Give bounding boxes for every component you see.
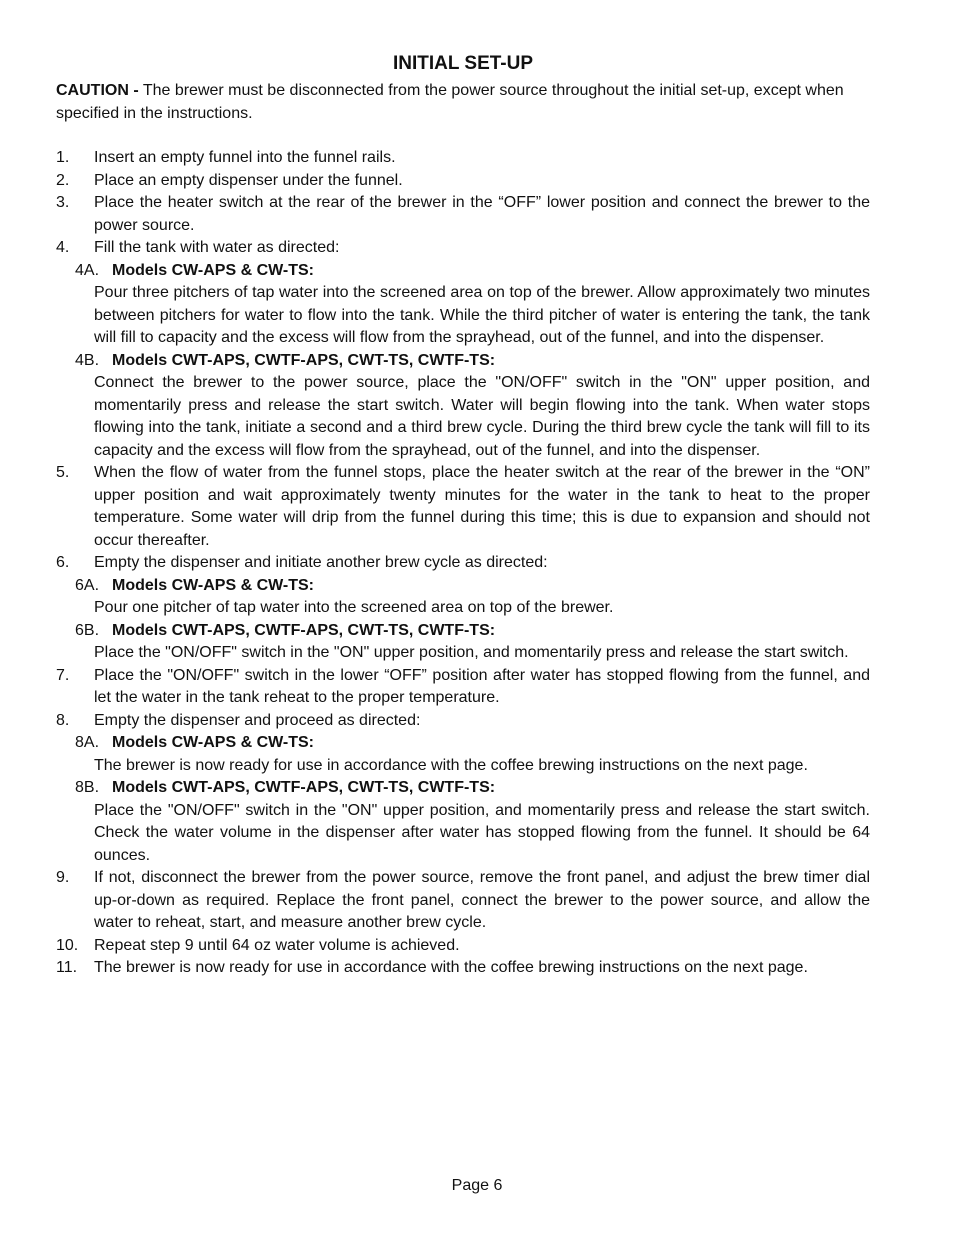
substep-number: 4B.: [75, 351, 100, 369]
step-1: [56, 147, 870, 170]
step-5: [56, 462, 870, 552]
step-number: 1.: [56, 149, 70, 166]
substep-8a-heading: [56, 732, 870, 755]
substep-label: Models CWT-APS, CWTF-APS, CWT-TS, CWTF-TS:: [112, 621, 496, 639]
step-text: If not, disconnect the brewer from the power source, remove the front panel, and adjust the brew timer dial up-or-down as required. Replace the front panel, connect the brewer to the power source, and allow the water to reheat, start, and measure another brew cycle.: [94, 869, 870, 931]
substep-6a-text: Pour one pitcher of tap water into the screened area on top of the brewer.: [94, 599, 614, 616]
step-number: 10.: [56, 936, 79, 954]
caution-text: The brewer must be disconnected from the power source throughout the initial set-up, except when specified in the instructions.: [56, 82, 844, 122]
step-text: Insert an empty funnel into the funnel rails.: [94, 149, 396, 166]
step-4: [56, 237, 870, 260]
step-number: 6.: [56, 554, 70, 571]
substep-number: 8B.: [75, 779, 100, 796]
step-number: 9.: [56, 869, 70, 886]
substep-number: 8A.: [75, 734, 100, 751]
substep-4a-heading: [56, 260, 870, 283]
step-number: 8.: [56, 711, 70, 729]
step-8: [56, 710, 870, 733]
substep-number: 4A.: [75, 261, 100, 279]
step-10: [56, 935, 870, 958]
caution-paragraph: [56, 80, 870, 125]
substep-label: Models CW-APS & CW-TS:: [112, 576, 315, 594]
substep-label: Models CWT-APS, CWTF-APS, CWT-TS, CWTF-TS:: [112, 351, 496, 369]
substep-8b-text: Place the "ON/OFF" switch in the "ON" upper position, and momentarily press and release the start switch. Check the water volume in the dispenser after water has stopped flowing from the funnel. It should be 64 ounces.: [94, 801, 870, 864]
step-number: 3.: [56, 194, 70, 211]
step-6: [56, 552, 870, 575]
substep-label: Models CWT-APS, CWTF-APS, CWT-TS, CWTF-TS:: [112, 779, 496, 796]
substep-label: Models CW-APS & CW-TS:: [112, 261, 315, 279]
step-text: When the flow of water from the funnel stops, place the heater switch at the rear of the brewer in the “ON” upper position and wait approximately twenty minutes for the water in the tank to heat to the proper temperature. Some water will drip from the funnel during this time; this is due to expansion and should not occur thereafter.: [94, 464, 870, 549]
substep-6a-heading: [56, 575, 870, 598]
step-text: Fill the tank with water as directed:: [94, 239, 340, 256]
step-3: [56, 192, 870, 237]
substep-number: 6A.: [75, 576, 100, 594]
caution-label: CAUTION -: [56, 82, 139, 99]
step-7: [56, 665, 870, 710]
page-number: Page 6: [451, 1177, 503, 1194]
step-2: [56, 170, 870, 193]
substep-number: 6B.: [75, 621, 100, 639]
step-11: [56, 957, 870, 980]
step-number: 5.: [56, 464, 70, 481]
step-text: Place an empty dispenser under the funnel.: [94, 171, 403, 189]
substep-4b-text: Connect the brewer to the power source, place the "ON/OFF" switch in the "ON" upper position, and momentarily press and release the start switch. Water will begin flowing into the tank. When water stops flowing into the tank, initiate a second and a third brew cycle. During the third brew cycle the tank will fill to its capacity and the excess will flow from the sprayhead, out of the funnel, and into the dispenser.: [94, 374, 870, 459]
substep-4a-text: Pour three pitchers of tap water into the screened area on top of the brewer. Allow approximately two minutes between pitchers for water to flow into the tank. While the third pitcher of water is entering the tank, the tank will fill to capacity and the excess will flow from the sprayhead, out of the funnel, and into the dispenser.: [94, 284, 870, 346]
instruction-list: [56, 147, 870, 980]
step-text: Repeat step 9 until 64 oz water volume is achieved.: [94, 936, 460, 954]
step-number: 2.: [56, 171, 70, 189]
step-number: 4.: [56, 239, 70, 256]
substep-4b-heading: [56, 350, 870, 373]
step-text: Empty the dispenser and proceed as directed:: [94, 711, 421, 729]
step-number: 11.: [56, 959, 78, 976]
substep-8b-heading: [56, 777, 870, 800]
document-page: [56, 52, 870, 980]
step-text: Place the heater switch at the rear of the brewer in the “OFF” lower position and connect the brewer to the power source.: [94, 194, 870, 234]
substep-8a-text: The brewer is now ready for use in accordance with the coffee brewing instructions on the next page.: [94, 756, 808, 774]
substep-label: Models CW-APS & CW-TS:: [112, 734, 315, 751]
step-number: 7.: [56, 666, 70, 684]
step-9: [56, 867, 870, 935]
substep-6b-text: Place the "ON/OFF" switch in the "ON" upper position, and momentarily press and release the start switch.: [94, 644, 849, 661]
step-text: The brewer is now ready for use in accordance with the coffee brewing instructions on the next page.: [94, 959, 808, 976]
page-title: INITIAL SET-UP: [392, 53, 534, 74]
step-text: Empty the dispenser and initiate another brew cycle as directed:: [94, 554, 548, 571]
substep-6b-heading: [56, 620, 870, 643]
step-text: Place the "ON/OFF" switch in the lower “OFF” position after water has stopped flowing from the funnel, and let the water in the tank reheat to the proper temperature.: [94, 666, 870, 706]
